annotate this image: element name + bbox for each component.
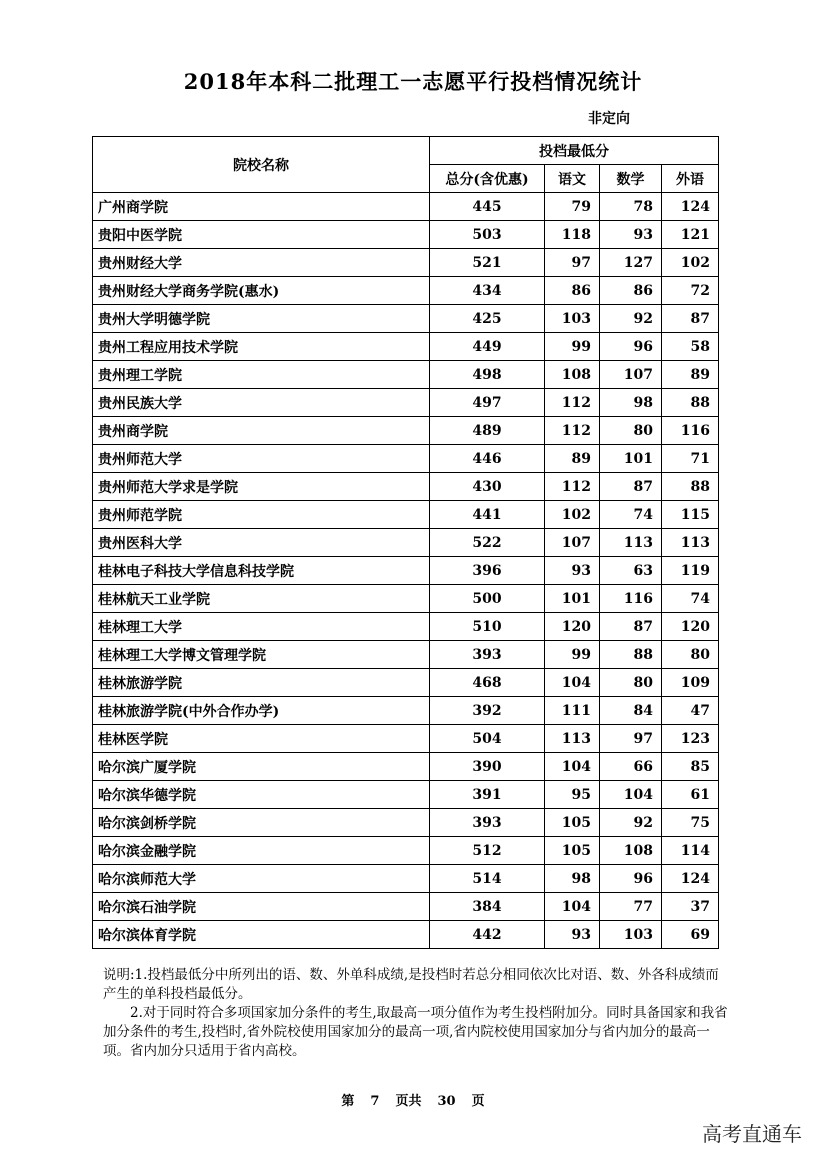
foreign-score-cell: 47 bbox=[662, 697, 719, 725]
foreign-score-cell: 69 bbox=[662, 921, 719, 949]
math-score-cell: 127 bbox=[600, 249, 662, 277]
school-name-cell: 哈尔滨剑桥学院 bbox=[93, 809, 430, 837]
total-score-cell: 449 bbox=[430, 333, 545, 361]
foreign-score-cell: 116 bbox=[662, 417, 719, 445]
table-row bbox=[93, 557, 719, 585]
total-score-cell: 390 bbox=[430, 753, 545, 781]
foreign-score-cell: 61 bbox=[662, 781, 719, 809]
footer-prefix: 第 bbox=[341, 1094, 355, 1109]
chinese-score-cell: 89 bbox=[545, 445, 600, 473]
foreign-score-cell: 121 bbox=[662, 221, 719, 249]
math-score-cell: 88 bbox=[600, 641, 662, 669]
note-2: 2.对于同时符合多项国家加分条件的考生,取最高一项分值作为考生投档附加分。同时具备国家和我省加分条件的考生,投档时,省外院校使用国家加分的最高一项,省内院校使用国家加分与省内加分的最高一项。省内加分只适用于省内高校。 bbox=[103, 1005, 728, 1059]
table-row bbox=[93, 697, 719, 725]
math-score-cell: 80 bbox=[600, 669, 662, 697]
total-score-cell: 514 bbox=[430, 865, 545, 893]
math-score-cell: 101 bbox=[600, 445, 662, 473]
total-score-cell: 497 bbox=[430, 389, 545, 417]
table-row bbox=[93, 921, 719, 949]
math-score-cell: 80 bbox=[600, 417, 662, 445]
total-score-cell: 391 bbox=[430, 781, 545, 809]
math-score-cell: 66 bbox=[600, 753, 662, 781]
foreign-score-cell: 115 bbox=[662, 501, 719, 529]
table-row bbox=[93, 809, 719, 837]
chinese-score-cell: 105 bbox=[545, 837, 600, 865]
foreign-score-cell: 124 bbox=[662, 193, 719, 221]
total-score-cell: 510 bbox=[430, 613, 545, 641]
table-row bbox=[93, 417, 719, 445]
math-score-cell: 92 bbox=[600, 809, 662, 837]
math-score-cell: 103 bbox=[600, 921, 662, 949]
foreign-score-cell: 85 bbox=[662, 753, 719, 781]
school-name-cell: 桂林理工大学博文管理学院 bbox=[93, 641, 430, 669]
school-name-cell: 贵州理工学院 bbox=[93, 361, 430, 389]
chinese-score-cell: 102 bbox=[545, 501, 600, 529]
school-name-cell: 桂林理工大学 bbox=[93, 613, 430, 641]
chinese-score-cell: 104 bbox=[545, 893, 600, 921]
table-header-row bbox=[93, 137, 719, 165]
total-score-cell: 498 bbox=[430, 361, 545, 389]
math-score-cell: 74 bbox=[600, 501, 662, 529]
math-score-cell: 96 bbox=[600, 865, 662, 893]
table-row bbox=[93, 529, 719, 557]
chinese-score-cell: 93 bbox=[545, 557, 600, 585]
school-name-cell: 贵州工程应用技术学院 bbox=[93, 333, 430, 361]
table-row bbox=[93, 445, 719, 473]
chinese-score-cell: 103 bbox=[545, 305, 600, 333]
table-row bbox=[93, 781, 719, 809]
table-row bbox=[93, 641, 719, 669]
chinese-score-cell: 113 bbox=[545, 725, 600, 753]
math-score-cell: 107 bbox=[600, 361, 662, 389]
table-row bbox=[93, 669, 719, 697]
chinese-score-cell: 118 bbox=[545, 221, 600, 249]
foreign-score-cell: 123 bbox=[662, 725, 719, 753]
chinese-score-cell: 99 bbox=[545, 641, 600, 669]
table-row bbox=[93, 305, 719, 333]
header-school-name: 院校名称 bbox=[93, 137, 430, 193]
school-name-cell: 广州商学院 bbox=[93, 193, 430, 221]
chinese-score-cell: 101 bbox=[545, 585, 600, 613]
foreign-score-cell: 87 bbox=[662, 305, 719, 333]
total-score-cell: 425 bbox=[430, 305, 545, 333]
header-chinese: 语文 bbox=[545, 165, 600, 193]
footer-page-total: 30 bbox=[437, 1094, 456, 1109]
chinese-score-cell: 79 bbox=[545, 193, 600, 221]
math-score-cell: 92 bbox=[600, 305, 662, 333]
footer-page-number: 7 bbox=[370, 1094, 380, 1109]
math-score-cell: 87 bbox=[600, 473, 662, 501]
page-footer bbox=[0, 1090, 826, 1109]
math-score-cell: 86 bbox=[600, 277, 662, 305]
table-row bbox=[93, 865, 719, 893]
header-min-score-group: 投档最低分 bbox=[430, 137, 719, 165]
table-row bbox=[93, 585, 719, 613]
total-score-cell: 441 bbox=[430, 501, 545, 529]
total-score-cell: 430 bbox=[430, 473, 545, 501]
foreign-score-cell: 71 bbox=[662, 445, 719, 473]
math-score-cell: 104 bbox=[600, 781, 662, 809]
chinese-score-cell: 104 bbox=[545, 753, 600, 781]
foreign-score-cell: 58 bbox=[662, 333, 719, 361]
foreign-score-cell: 119 bbox=[662, 557, 719, 585]
total-score-cell: 445 bbox=[430, 193, 545, 221]
math-score-cell: 97 bbox=[600, 725, 662, 753]
school-name-cell: 桂林医学院 bbox=[93, 725, 430, 753]
total-score-cell: 504 bbox=[430, 725, 545, 753]
math-score-cell: 93 bbox=[600, 221, 662, 249]
foreign-score-cell: 74 bbox=[662, 585, 719, 613]
note-1: 说明:1.投档最低分中所列出的语、数、外单科成绩,是投档时若总分相同依次比对语、数、外各科成绩而产生的单科投档最低分。 bbox=[103, 967, 719, 1002]
table-row bbox=[93, 837, 719, 865]
total-score-cell: 393 bbox=[430, 809, 545, 837]
foreign-score-cell: 72 bbox=[662, 277, 719, 305]
school-name-cell: 哈尔滨体育学院 bbox=[93, 921, 430, 949]
foreign-score-cell: 113 bbox=[662, 529, 719, 557]
table-row bbox=[93, 389, 719, 417]
foreign-score-cell: 37 bbox=[662, 893, 719, 921]
total-score-cell: 500 bbox=[430, 585, 545, 613]
math-score-cell: 87 bbox=[600, 613, 662, 641]
table-row bbox=[93, 753, 719, 781]
school-name-cell: 贵州师范大学 bbox=[93, 445, 430, 473]
chinese-score-cell: 95 bbox=[545, 781, 600, 809]
school-name-cell: 桂林航天工业学院 bbox=[93, 585, 430, 613]
chinese-score-cell: 105 bbox=[545, 809, 600, 837]
table-row bbox=[93, 249, 719, 277]
math-score-cell: 77 bbox=[600, 893, 662, 921]
total-score-cell: 522 bbox=[430, 529, 545, 557]
school-name-cell: 贵州师范大学求是学院 bbox=[93, 473, 430, 501]
chinese-score-cell: 108 bbox=[545, 361, 600, 389]
school-name-cell: 贵州财经大学 bbox=[93, 249, 430, 277]
foreign-score-cell: 114 bbox=[662, 837, 719, 865]
total-score-cell: 468 bbox=[430, 669, 545, 697]
footer-suffix: 页 bbox=[471, 1094, 485, 1109]
school-name-cell: 桂林旅游学院(中外合作办学) bbox=[93, 697, 430, 725]
math-score-cell: 116 bbox=[600, 585, 662, 613]
table-row bbox=[93, 893, 719, 921]
foreign-score-cell: 109 bbox=[662, 669, 719, 697]
chinese-score-cell: 112 bbox=[545, 389, 600, 417]
math-score-cell: 63 bbox=[600, 557, 662, 585]
total-score-cell: 392 bbox=[430, 697, 545, 725]
school-name-cell: 贵阳中医学院 bbox=[93, 221, 430, 249]
math-score-cell: 98 bbox=[600, 389, 662, 417]
table-row bbox=[93, 277, 719, 305]
foreign-score-cell: 124 bbox=[662, 865, 719, 893]
admission-table bbox=[92, 136, 719, 949]
table-row bbox=[93, 473, 719, 501]
total-score-cell: 442 bbox=[430, 921, 545, 949]
school-name-cell: 哈尔滨师范大学 bbox=[93, 865, 430, 893]
chinese-score-cell: 112 bbox=[545, 417, 600, 445]
chinese-score-cell: 112 bbox=[545, 473, 600, 501]
school-name-cell: 哈尔滨金融学院 bbox=[93, 837, 430, 865]
math-score-cell: 96 bbox=[600, 333, 662, 361]
total-score-cell: 434 bbox=[430, 277, 545, 305]
school-name-cell: 贵州大学明德学院 bbox=[93, 305, 430, 333]
school-name-cell: 贵州商学院 bbox=[93, 417, 430, 445]
table-body bbox=[93, 193, 719, 949]
school-name-cell: 哈尔滨广厦学院 bbox=[93, 753, 430, 781]
chinese-score-cell: 111 bbox=[545, 697, 600, 725]
foreign-score-cell: 88 bbox=[662, 389, 719, 417]
school-name-cell: 哈尔滨华德学院 bbox=[93, 781, 430, 809]
chinese-score-cell: 97 bbox=[545, 249, 600, 277]
total-score-cell: 503 bbox=[430, 221, 545, 249]
chinese-score-cell: 86 bbox=[545, 277, 600, 305]
school-name-cell: 贵州师范学院 bbox=[93, 501, 430, 529]
foreign-score-cell: 102 bbox=[662, 249, 719, 277]
table-row bbox=[93, 613, 719, 641]
total-score-cell: 384 bbox=[430, 893, 545, 921]
school-name-cell: 贵州医科大学 bbox=[93, 529, 430, 557]
foreign-score-cell: 120 bbox=[662, 613, 719, 641]
math-score-cell: 113 bbox=[600, 529, 662, 557]
foreign-score-cell: 88 bbox=[662, 473, 719, 501]
total-score-cell: 396 bbox=[430, 557, 545, 585]
footer-mid: 页共 bbox=[395, 1094, 422, 1109]
table-row bbox=[93, 501, 719, 529]
chinese-score-cell: 104 bbox=[545, 669, 600, 697]
table-row bbox=[93, 333, 719, 361]
total-score-cell: 512 bbox=[430, 837, 545, 865]
table-row bbox=[93, 361, 719, 389]
header-total: 总分(含优惠) bbox=[430, 165, 545, 193]
math-score-cell: 84 bbox=[600, 697, 662, 725]
table-row bbox=[93, 725, 719, 753]
foreign-score-cell: 89 bbox=[662, 361, 719, 389]
total-score-cell: 521 bbox=[430, 249, 545, 277]
total-score-cell: 446 bbox=[430, 445, 545, 473]
table-row bbox=[93, 193, 719, 221]
chinese-score-cell: 107 bbox=[545, 529, 600, 557]
math-score-cell: 108 bbox=[600, 837, 662, 865]
total-score-cell: 489 bbox=[430, 417, 545, 445]
header-math: 数学 bbox=[600, 165, 662, 193]
notes bbox=[103, 966, 728, 1061]
foreign-score-cell: 75 bbox=[662, 809, 719, 837]
school-name-cell: 桂林旅游学院 bbox=[93, 669, 430, 697]
school-name-cell: 桂林电子科技大学信息科技学院 bbox=[93, 557, 430, 585]
school-name-cell: 贵州财经大学商务学院(惠水) bbox=[93, 277, 430, 305]
document-subtitle: 非定向 bbox=[588, 111, 630, 127]
document-title: 2018年本科二批理工一志愿平行投档情况统计 bbox=[183, 69, 643, 94]
total-score-cell: 393 bbox=[430, 641, 545, 669]
math-score-cell: 78 bbox=[600, 193, 662, 221]
chinese-score-cell: 98 bbox=[545, 865, 600, 893]
school-name-cell: 贵州民族大学 bbox=[93, 389, 430, 417]
foreign-score-cell: 80 bbox=[662, 641, 719, 669]
school-name-cell: 哈尔滨石油学院 bbox=[93, 893, 430, 921]
brand-watermark: 高考直通车 bbox=[702, 1122, 802, 1146]
chinese-score-cell: 99 bbox=[545, 333, 600, 361]
chinese-score-cell: 93 bbox=[545, 921, 600, 949]
table-row bbox=[93, 221, 719, 249]
chinese-score-cell: 120 bbox=[545, 613, 600, 641]
header-foreign: 外语 bbox=[662, 165, 719, 193]
